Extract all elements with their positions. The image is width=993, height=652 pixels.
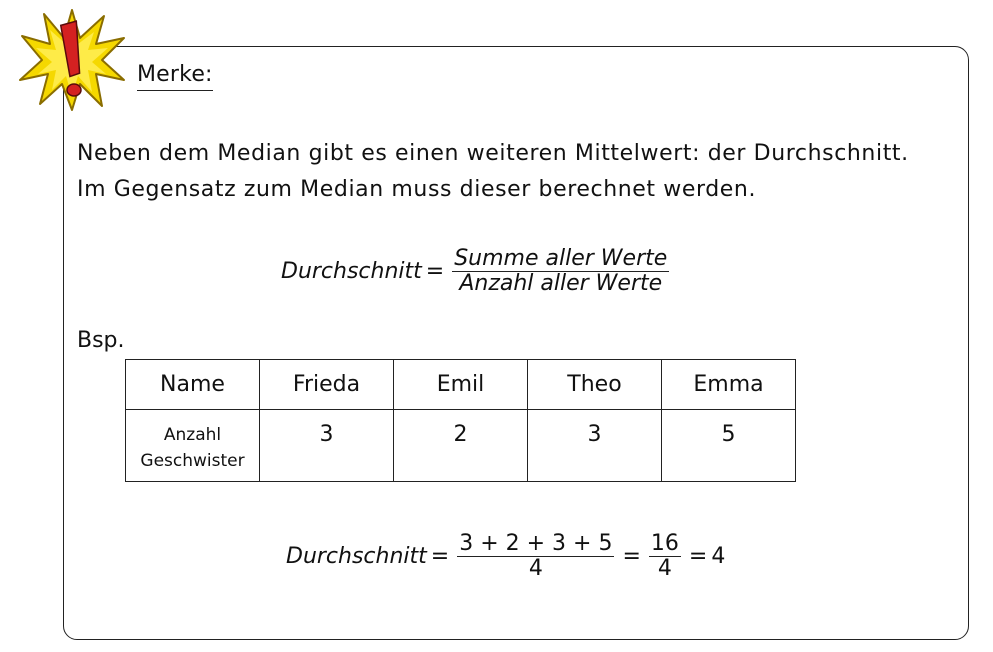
table-cell: 3 bbox=[260, 410, 394, 482]
sum-denominator: 4 bbox=[528, 556, 543, 581]
table-cell: 2 bbox=[394, 410, 528, 482]
example-table bbox=[125, 359, 796, 482]
merke-heading: Merke: bbox=[137, 62, 213, 91]
table-header-cell: Emil bbox=[394, 360, 528, 410]
calculation-equals-2: = bbox=[622, 544, 641, 569]
row-label-line-2: Geschwister bbox=[140, 451, 245, 471]
calculation-equals-3: = bbox=[688, 544, 708, 569]
table-header-cell: Emma bbox=[662, 360, 796, 410]
definition-formula bbox=[281, 247, 673, 296]
table-header-cell: Name bbox=[126, 360, 260, 410]
paragraph-2: Im Gegensatz zum Median muss dieser berechnet werden. bbox=[77, 177, 757, 202]
definition-equals: = bbox=[425, 259, 445, 284]
example-label: Bsp. bbox=[77, 328, 125, 353]
sum-fraction bbox=[457, 532, 614, 581]
table-cell: 3 bbox=[528, 410, 662, 482]
definition-denominator: Anzahl aller Werte bbox=[459, 271, 663, 296]
total-numerator: 16 bbox=[650, 531, 679, 556]
paragraph-1: Neben dem Median gibt es einen weiteren Mittelwert: der Durchschnitt. bbox=[77, 141, 909, 166]
total-fraction bbox=[649, 532, 681, 581]
table-cell: 5 bbox=[662, 410, 796, 482]
table-row-label bbox=[126, 410, 260, 482]
exclamation-starburst-icon bbox=[18, 8, 126, 112]
row-label-line-1: Anzahl bbox=[163, 425, 222, 445]
table-header-cell: Theo bbox=[528, 360, 662, 410]
table-header-row bbox=[126, 360, 796, 410]
calculation-lhs: Durchschnitt bbox=[286, 544, 427, 569]
calculation-equals: = bbox=[430, 544, 450, 569]
total-denominator: 4 bbox=[657, 556, 672, 581]
sum-numerator: 3 + 2 + 3 + 5 bbox=[459, 531, 613, 556]
table-header-cell: Frieda bbox=[260, 360, 394, 410]
definition-numerator: Summe aller Werte bbox=[454, 246, 668, 271]
definition-fraction bbox=[452, 247, 669, 296]
definition-lhs: Durchschnitt bbox=[281, 259, 422, 284]
table-row bbox=[126, 410, 796, 482]
calculation-result: 4 bbox=[711, 544, 726, 569]
calculation-formula bbox=[286, 532, 725, 581]
